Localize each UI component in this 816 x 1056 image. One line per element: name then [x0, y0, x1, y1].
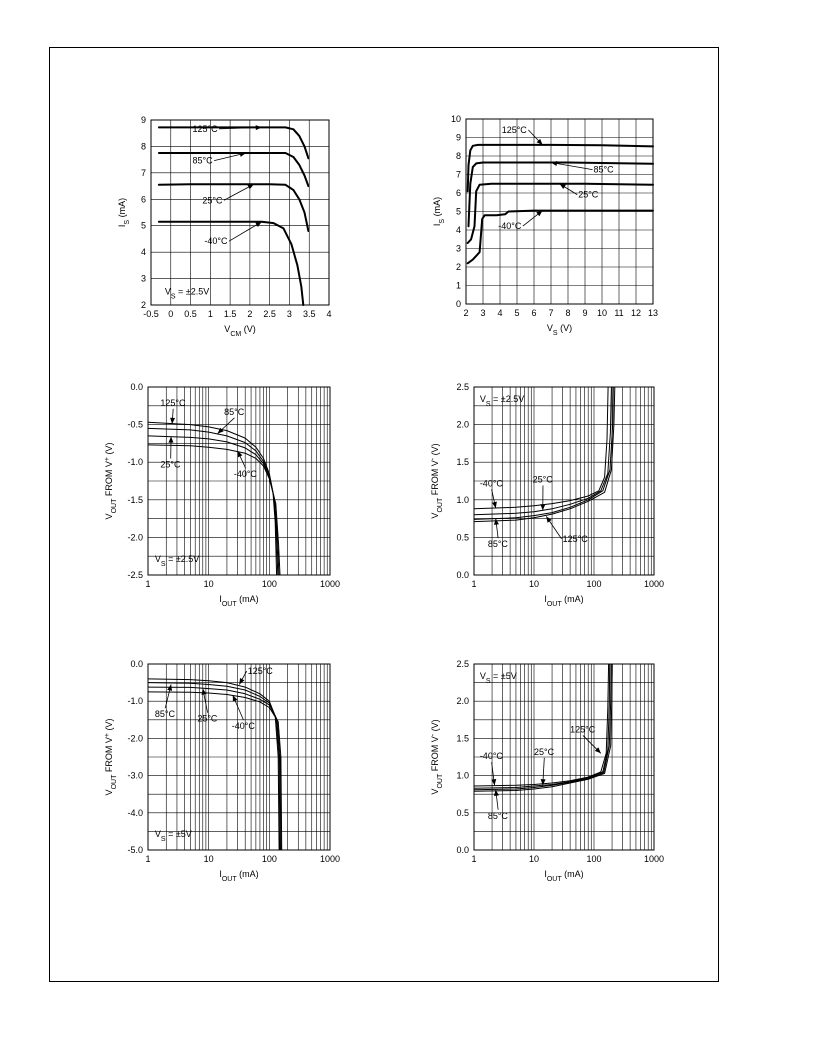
y-tick-label: 2: [140, 300, 146, 310]
y-tick-label: 4: [140, 247, 146, 258]
annotation-arrowhead: [492, 502, 497, 508]
x-tick-label: 1000: [643, 579, 665, 589]
x-tick-label: 100: [261, 854, 277, 864]
temp-label-125c: 125°C: [247, 666, 273, 677]
y-tick-label: 5: [140, 220, 146, 231]
x-tick-label: 2: [247, 309, 253, 319]
y-tick-label: -1.0: [127, 457, 143, 468]
supply-voltage-label: $V_S = \pm 2.5V$: [154, 554, 200, 568]
temp-label-85c: 85°C: [154, 709, 176, 720]
x-tick-label: 0.5: [184, 309, 197, 319]
annotation-arrowhead: [170, 418, 175, 424]
x-tick-label: 10: [528, 854, 540, 864]
temp-label-40c: -40°C: [479, 478, 503, 489]
y-tick-label: 5: [455, 206, 461, 217]
x-tick-label: 10: [203, 854, 214, 864]
x-tick-label: 4: [497, 308, 503, 318]
temp-label-40c: -40°C: [231, 721, 255, 732]
series-line-125c: [148, 679, 279, 850]
series-line-25c: [468, 184, 653, 243]
y-tick-label: -2.0: [127, 532, 143, 543]
x-axis-title: $V_S$ (V): [546, 323, 573, 337]
x-tick-label: 1: [471, 854, 477, 864]
y-tick-label: -1.5: [127, 494, 143, 505]
y-tick-label: 0.5: [456, 807, 469, 818]
y-tick-label: 2.5: [456, 659, 469, 669]
x-tick-label: 13: [647, 308, 659, 318]
temp-label-40c: -40°C: [204, 236, 228, 247]
chart-vout-vminus-5: [420, 655, 665, 890]
x-tick-label: 9: [582, 308, 588, 318]
temp-label-125c: 125°C: [562, 533, 588, 544]
y-tick-label: 0.0: [130, 382, 143, 392]
x-tick-label: 1: [207, 309, 213, 319]
y-tick-label: 0: [455, 299, 461, 309]
series-line-85c: [159, 153, 309, 186]
ticks: [456, 659, 664, 864]
x-tick-label: 12: [630, 308, 642, 318]
supply-voltage-label: $V_S = \pm 5V$: [479, 670, 517, 685]
chart-vout-vminus-2p5: [420, 378, 665, 615]
y-tick-label: -0.5: [127, 419, 143, 430]
x-tick-label: 100: [261, 579, 277, 589]
y-tick-label: -2.0: [127, 733, 143, 744]
supply-voltage-label: $V_S = \pm 2.5V$: [479, 394, 525, 408]
x-tick-label: 7: [548, 308, 554, 318]
x-tick-label: 1000: [319, 579, 341, 589]
x-tick-label: 100: [586, 854, 602, 864]
y-tick-label: 4: [455, 225, 461, 235]
series-group: [474, 387, 615, 522]
supply-voltage-label: $V_S = \pm 5V$: [154, 828, 192, 843]
series-line-40c: [468, 211, 653, 264]
x-tick-label: 10: [203, 579, 214, 589]
series-line-25c: [159, 184, 309, 231]
annotation-arrowhead: [494, 519, 499, 525]
x-axis-title: $V_{CM}$ (V): [224, 324, 256, 338]
x-tick-label: 3.5: [302, 309, 316, 319]
annotation-arrowhead: [256, 125, 262, 130]
annotation-arrowhead: [546, 516, 551, 522]
x-tick-label: 1000: [319, 854, 341, 864]
y-tick-label: 0.5: [456, 532, 469, 543]
y-tick-label: 2.5: [456, 382, 469, 392]
y-tick-label: 3: [455, 243, 461, 254]
y-tick-label: 2.0: [456, 419, 469, 430]
y-axis-title: $V_{OUT}$ FROM V- (V): [429, 719, 444, 795]
x-tick-label: 5: [514, 308, 520, 318]
x-tick-label: 1: [471, 579, 477, 589]
series-group: [148, 679, 282, 850]
temp-label-40c: -40°C: [233, 469, 257, 480]
y-tick-label: 8: [140, 141, 146, 152]
series-line-85c: [469, 163, 654, 227]
temp-label-25c: 25°C: [578, 189, 599, 200]
x-tick-label: 1000: [643, 854, 665, 864]
x-tick-label: 2.5: [263, 309, 276, 319]
y-tick-label: 1.0: [456, 770, 469, 781]
x-tick-label: 6: [531, 308, 537, 318]
chart-vout-vplus-5: [100, 655, 345, 890]
x-axis-title: $I_{OUT}$ (mA): [219, 594, 259, 608]
y-tick-label: 7: [455, 169, 461, 180]
x-tick-label: 0: [168, 309, 174, 319]
y-tick-label: 1.5: [456, 457, 469, 468]
temp-label-125c: 125°C: [192, 123, 218, 134]
x-tick-label: 4: [326, 309, 332, 319]
annotations: [165, 124, 262, 300]
x-tick-label: 10: [596, 308, 608, 318]
y-tick-label: 8: [455, 151, 461, 161]
y-tick-label: 7: [140, 167, 146, 178]
temp-label-25c: 25°C: [534, 746, 555, 757]
x-axis-title: $I_{OUT}$ (mA): [544, 594, 584, 608]
temp-label-85c: 85°C: [224, 406, 245, 417]
y-axis-title: $V_{OUT}$ FROM V- (V): [429, 443, 444, 519]
annotation-arrowhead: [255, 222, 261, 227]
y-tick-label: -1.0: [127, 696, 143, 707]
x-tick-label: -0.5: [143, 309, 159, 319]
temp-label-40c: -40°C: [479, 751, 503, 762]
y-tick-label: 0.0: [456, 570, 469, 580]
y-tick-label: 9: [140, 115, 146, 125]
y-tick-label: 2: [455, 262, 461, 272]
x-axis-title: $I_{OUT}$ (mA): [544, 869, 584, 883]
grid: [151, 120, 329, 305]
y-tick-label: -2.5: [127, 570, 143, 580]
y-tick-label: -5.0: [127, 845, 143, 855]
y-axis-title: $V_{OUT}$ FROM V+ (V): [103, 718, 118, 796]
temp-label-25c: 25°C: [160, 459, 181, 470]
x-tick-label: 100: [586, 579, 602, 589]
series-group: [468, 145, 653, 263]
x-tick-label: 1.5: [223, 309, 237, 319]
annotations: [498, 125, 614, 231]
temp-label-125c: 125°C: [160, 397, 186, 408]
temp-label-25c: 25°C: [532, 474, 553, 485]
temp-label-85c: 85°C: [593, 164, 614, 175]
y-axis-title: $I_S$ (mA): [432, 196, 446, 227]
annotation-arrowhead: [168, 437, 173, 443]
y-tick-label: -3.0: [127, 770, 143, 781]
y-tick-label: 2.0: [456, 696, 469, 707]
y-tick-label: 0.0: [456, 845, 469, 855]
x-tick-label: 1: [145, 854, 151, 864]
plot-frame: [151, 120, 329, 305]
temp-label-40c: -40°C: [498, 221, 522, 232]
x-tick-label: 1: [145, 579, 151, 589]
y-tick-label: 0.0: [130, 659, 143, 669]
x-tick-label: 3: [286, 309, 292, 319]
temp-label-125c: 125°C: [501, 124, 527, 135]
y-tick-label: 9: [455, 132, 461, 143]
y-tick-label: 6: [140, 194, 146, 205]
temp-label-85c: 85°C: [487, 539, 508, 550]
y-axis-title: $V_{OUT}$ FROM V+ (V): [103, 442, 118, 520]
y-axis-title: $I_S$ (mA): [117, 197, 131, 228]
temp-label-25c: 25°C: [202, 195, 223, 206]
y-tick-label: 1: [455, 280, 461, 291]
annotation-arrowhead: [540, 504, 545, 510]
x-tick-label: 11: [614, 308, 624, 318]
y-tick-label: 1.0: [456, 494, 469, 505]
temp-label-85c: 85°C: [487, 810, 508, 821]
x-tick-label: 8: [565, 308, 571, 318]
series-line-125c: [474, 387, 615, 522]
annotations: [480, 671, 601, 821]
x-axis-title: $I_{OUT}$ (mA): [219, 869, 259, 883]
y-tick-label: 10: [450, 114, 461, 124]
y-tick-label: -4.0: [127, 807, 143, 818]
y-tick-label: 1.5: [456, 733, 469, 744]
supply-voltage-label: $V_S = \pm 2.5V$: [164, 286, 210, 300]
x-tick-label: 10: [528, 579, 540, 589]
temp-label-125c: 125°C: [570, 724, 596, 735]
temp-label-85c: 85°C: [192, 155, 213, 166]
temp-label-25c: 25°C: [197, 713, 218, 724]
chart-is-vs-vs: [420, 110, 665, 345]
y-tick-label: 6: [455, 188, 461, 198]
x-tick-label: 3: [480, 308, 486, 318]
chart-vout-vplus-2p5: [100, 378, 345, 615]
annotation-arrowhead: [239, 678, 244, 684]
chart-is-vs-vcm: [110, 110, 345, 345]
y-tick-label: 3: [140, 273, 146, 284]
x-tick-label: 2: [463, 308, 469, 318]
